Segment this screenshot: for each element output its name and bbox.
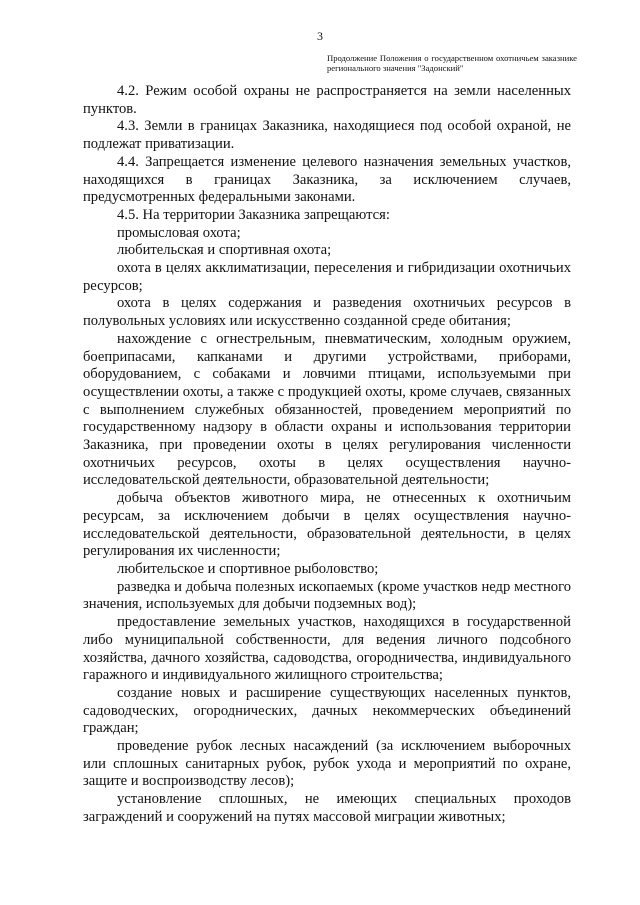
- paragraph-4-4: 4.4. Запрещается изменение целевого назначения земельных участков, находящихся в границах Заказника, за исключением случаев, предусмотренных федеральными законами.: [83, 153, 571, 206]
- list-item: добыча объектов животного мира, не отнесенных к охотничьим ресурсам, за исключением добычи в целях осуществления научно-исследовательской деятельности, образовательной деятельности, в целях регулирования их численности;: [83, 490, 571, 560]
- page-number: 3: [317, 29, 323, 43]
- paragraph-4-5: 4.5. На территории Заказника запрещаются:: [117, 206, 390, 223]
- list-item: разведка и добыча полезных ископаемых (кроме участков недр местного значения, используемых для добычи подземных вод);: [83, 578, 571, 613]
- list-item: предоставление земельных участков, находящихся в государственной либо муниципальной собственности, для ведения личного подсобного хозяйства, дачного хозяйства, садоводства, огородничества, индивидуального гаражного и индивидуального жилищного строительства;: [83, 614, 571, 684]
- list-item: любительская и спортивная охота;: [117, 242, 332, 259]
- running-header: Продолжение Положения о государственном охотничьем заказнике регионального значения "Задонский": [327, 53, 577, 73]
- list-item: охота в целях содержания и разведения охотничьих ресурсов в полувольных условиях или искусственно созданной среде обитания;: [83, 295, 571, 330]
- paragraph-4-3: 4.3. Земли в границах Заказника, находящиеся под особой охраной, не подлежат приватизации.: [83, 118, 571, 153]
- list-item: установление сплошных, не имеющих специальных проходов заграждений и сооружений на путях массовой миграции животных;: [83, 791, 571, 825]
- document-body: [83, 83, 571, 827]
- list-item: охота в целях акклиматизации, переселения и гибридизации охотничьих ресурсов;: [83, 260, 571, 294]
- list-item: промысловая охота;: [117, 224, 241, 241]
- list-item: создание новых и расширение существующих населенных пунктов, садоводческих, огороднических, дачных некоммерческих объединений граждан;: [83, 684, 571, 737]
- list-item: нахождение с огнестрельным, пневматическим, холодным оружием, боеприпасами, капканами и другими устройствами, приборами, оборудованием, с собаками и ловчими птицами, используемыми при осуществлении охоты, а также с продукцией охоты, кроме случаев, связанных с выполнением служебных обязанностей, проведением мероприятий по государственному надзору в области охраны и использования территории Заказника, при проведении охоты в целях регулирования численности охотничьих ресурсов, охоты в целях осуществления научно-исследовательской деятельности, образовательной деятельности;: [83, 330, 571, 489]
- list-item: проведение рубок лесных насаждений (за исключением выборочных или сплошных санитарных рубок, рубок ухода и мероприятий по охране, защите и воспроизводству лесов);: [83, 738, 571, 790]
- list-item: любительское и спортивное рыболовство;: [117, 560, 379, 577]
- paragraph-4-2: 4.2. Режим особой охраны не распространяется на земли населенных пунктов.: [83, 83, 571, 117]
